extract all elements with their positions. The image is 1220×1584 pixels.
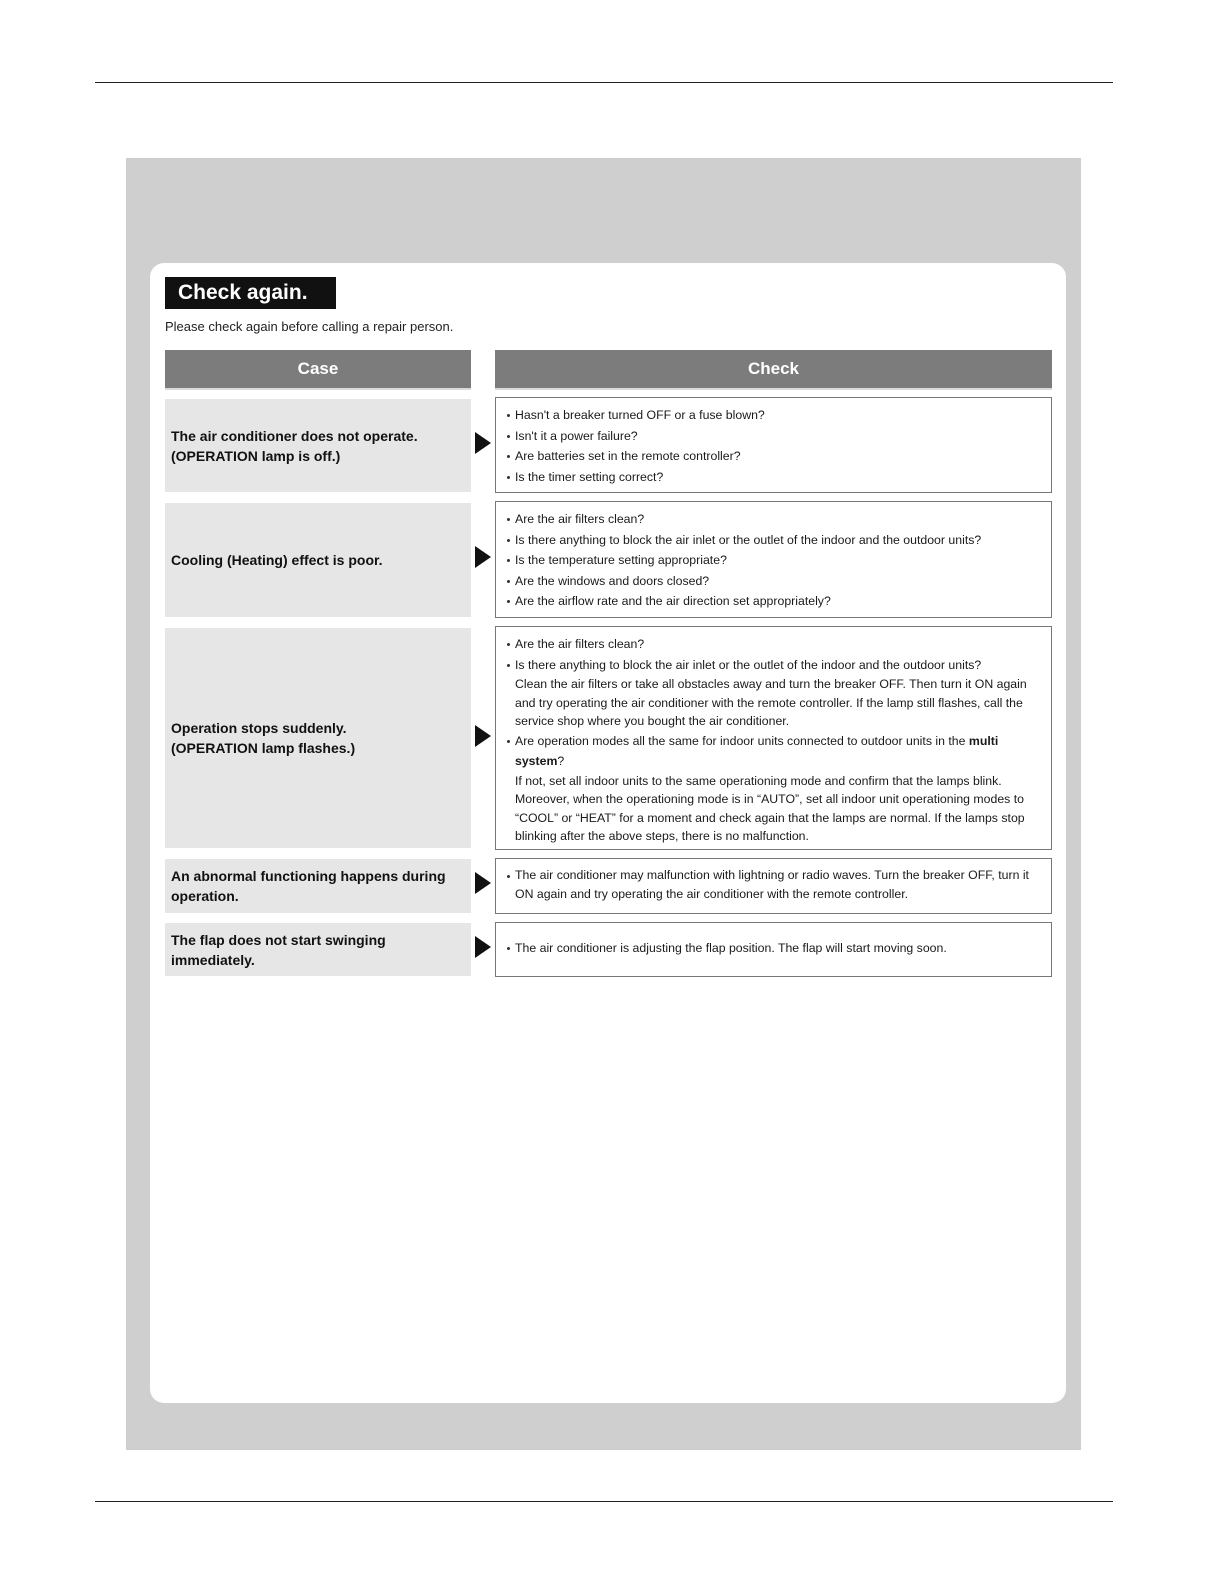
- case-text-line: Operation stops suddenly.: [171, 720, 347, 736]
- case-text-line: An abnormal functioning happens during operation.: [171, 868, 446, 904]
- check-item: The air conditioner is adjusting the flap position. The flap will start moving soon.: [506, 938, 1043, 959]
- check-item: Are the air filters clean?: [506, 634, 1043, 655]
- case-cell-no-operation: [165, 399, 471, 492]
- top-rule: [95, 82, 1113, 83]
- arrow-right-icon: [475, 546, 491, 568]
- check-item: Are the windows and doors closed?: [506, 571, 1043, 592]
- check-item: Is there anything to block the air inlet or the outlet of the indoor and the outdoor units?: [506, 530, 1043, 551]
- case-text-line: The air conditioner does not operate.: [171, 427, 418, 444]
- check-item: Hasn't a breaker turned OFF or a fuse blown?: [506, 405, 1043, 426]
- case-cell-poor-effect: [165, 503, 471, 617]
- check-item: Is the temperature setting appropriate?: [506, 550, 1043, 571]
- check-item-text: Is there anything to block the air inlet or the outlet of the indoor and the outdoor units?: [515, 657, 982, 672]
- check-cell-abnormal-function: [495, 858, 1052, 914]
- check-item-text: Are operation modes all the same for indoor units connected to outdoor units in the: [515, 733, 966, 748]
- check-cell-flap-swing: [495, 922, 1052, 977]
- manual-page-frame: [126, 158, 1081, 1450]
- bottom-rule: [95, 1501, 1113, 1502]
- check-note: Clean the air filters or take all obstacles away and turn the breaker OFF. Then turn it ON again and try operating the air conditioner with the remote controller. If the lamp still flashes, call the service shop where you bought the air conditioner.: [515, 677, 1027, 728]
- check-cell-stops-suddenly: [495, 626, 1052, 850]
- check-item: The air conditioner may malfunction with lightning or radio waves. Turn the breaker OFF, turn it ON again and try operating the air conditioner with the remote controller.: [506, 866, 1043, 904]
- arrow-right-icon: [475, 432, 491, 454]
- arrow-right-icon: [475, 936, 491, 958]
- section-title: Check again.: [165, 277, 336, 309]
- check-cell-poor-effect: [495, 501, 1052, 618]
- check-item: [506, 655, 1043, 731]
- check-item: Are batteries set in the remote controller?: [506, 446, 1043, 467]
- case-cell-abnormal-function: [165, 859, 471, 913]
- check-item: Are the air filters clean?: [506, 509, 1043, 530]
- check-item: Isn't it a power failure?: [506, 426, 1043, 447]
- case-text-line: (OPERATION lamp flashes.): [171, 740, 356, 756]
- check-again-panel: [150, 263, 1066, 1403]
- case-column-header: Case: [165, 350, 471, 388]
- check-item: Is the timer setting correct?: [506, 467, 1043, 488]
- case-cell-stops-suddenly: [165, 628, 471, 848]
- case-text-line: Cooling (Heating) effect is poor.: [171, 552, 383, 568]
- check-item-emphasis: multi system: [515, 733, 999, 768]
- arrow-right-icon: [475, 725, 491, 747]
- case-cell-flap-swing: [165, 923, 471, 976]
- check-note: If not, set all indoor units to the same operationing mode and confirm that the lamps blink. Moreover, when the operationing mode is in “AUTO”, set all indoor unit operationing modes to “COOL” or “HEAT” for a moment and check again that the lamps are normal. If the lamps stop blinking after the above steps, there is no malfunction.: [515, 773, 1025, 843]
- check-item: Are the airflow rate and the air direction set appropriately?: [506, 591, 1043, 612]
- case-text-line: The flap does not start swinging immediately.: [171, 931, 386, 968]
- check-column-header: Check: [495, 350, 1052, 388]
- arrow-right-icon: [475, 872, 491, 894]
- check-cell-no-operation: [495, 397, 1052, 493]
- section-subtitle: Please check again before calling a repair person.: [165, 319, 454, 334]
- check-item-text: ?: [557, 754, 565, 768]
- check-item: [506, 731, 1043, 846]
- case-text-line: (OPERATION lamp is off.): [171, 447, 341, 464]
